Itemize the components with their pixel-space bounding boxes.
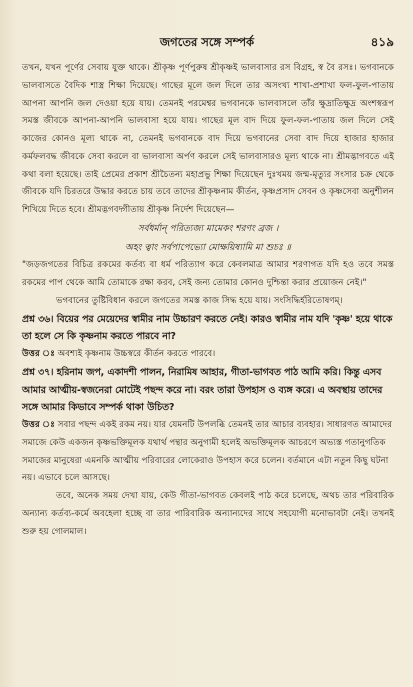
page-header (18, 34, 396, 52)
page-number: ৪১৯ (370, 35, 394, 49)
question-36-text: বিয়ের পর মেয়েদের স্বামীর নাম উচ্চারণ করতে নেই। কারও স্বামীর নাম যদি 'কৃষ্ণ' হয়ে থাকে তা হলে সে কি কৃষ্ণনাম করতে পারবে না? (22, 313, 393, 343)
gita-verse-line-1: সর্বধর্মান্ পরিত্যজ্য মামেকং শরণং ব্রজ । (137, 223, 279, 234)
question-36 (22, 311, 394, 347)
question-37-label: প্রশ্ন ৩৭। (22, 366, 54, 378)
verse-translation: "জড়জগতের বিচিত্র রকমের কর্তব্য বা ধর্ম পরিত্যাগ করে কেবলমাত্র আমার শরণাগত যদি হও তবে সমস্ত রকমের পাপ থেকে আমি তোমাকে রক্ষা করব, সেই জন্য তোমার কোনও দুশ্চিন্তা করার প্রয়োজন নেই।" (22, 260, 394, 288)
paragraph-family-conflict: তবে, অনেক সময় দেখা যায়, কেউ গীতা-ভাগবত কেবলই পাঠ করে চলেছে, অথচ তার পরিবারিক অন্যান্য কর্তব্য-কর্মে অবহেলা হচ্ছে বা তার পারিবারিক অন্যান্যদের সাথে সহযোগী মনোভাবটা নেই। তখনই শুরু হয় গোলমাল। (22, 491, 394, 537)
question-36-label: প্রশ্ন ৩৬। (22, 313, 54, 325)
question-37 (22, 364, 394, 417)
answer-37 (22, 417, 394, 488)
gita-verse-line-2: অহং ত্বাং সর্বপাপেভ্যো মোক্ষয়িষ্যামি মা শুচঃ ॥ (125, 242, 291, 253)
answer-37-text: সবার পছন্দ একই রকম নয়। যার যেমনটি উপলব্ধি তেমনই তার আচার ব্যবহার। সাধারণত আমাদের সমাজে কেউ একজন কৃষ্ণভক্তিমূলক যথার্থ পন্থার অনুগামী হলেই অভক্তিমূলক আচরণে অভ্যস্ত গতানুগতিক সমাজের মানুষেরা এমনকি আত্মীয় পরিবারের লোকেরাও উপহাস করে চলেন। বর্তমানে এটা নতুন কিছু ঘটনা নয়। এভাবে চলে আসছে। (22, 420, 392, 484)
question-37-text: হরিনাম জপ, একাদশী পালন, নিরামিষ আহার, গীতা-ভাগবত পাঠ আমি করি। কিন্তু এসব আমার আত্মীয়-স্বজনেরা মোটেই পছন্দ করে না। বরং তারা উপহাস ও ব্যঙ্গ করে। এ অবস্থায় তাদের সঙ্গে আমার কিভাবে সম্পর্ক থাকা উচিত? (22, 366, 383, 414)
running-title: জগতের সঙ্গে সম্পর্ক (159, 35, 255, 49)
answer-36-text: অবশ্যই কৃষ্ণনাম উচ্চস্বরে কীর্তন করতে পারবে। (57, 349, 216, 359)
answer-37-label: উত্তর ঃ (22, 420, 55, 430)
paragraph-satisfying-god: ভগবানের তুষ্টিবিধান করলে জগতের সমস্ত কাজ সিদ্ধ হয়ে যায়। সংসিদ্ধির্হরিতোষণম্। (56, 295, 343, 306)
answer-36-label: উত্তর ঃ (22, 349, 55, 359)
body-text (22, 60, 394, 541)
answer-36 (22, 346, 394, 364)
paragraph-love-of-god: তখন, যখন পূর্ণের সেবায় যুক্ত থাকে। শ্রীকৃষ্ণ পূর্ণপুরুষ শ্রীকৃষ্ণই ভালবাসার রস বিগ্রহ, স্ব বৈ রসঃ। ভগবানকে ভালবাসতে বৈদিক শাস্ত্র শিক্ষা দিয়েছে। গাছের মূলে জল দিলে তার অসংখ্য শাখা-প্রশাখা ফল-ফুল-পাতায় আপনা আপনি জল দেওয়া হয়ে যায়। তেমনই পরমেশ্বর ভগবানকে ভালবাসলে তাঁর ক্ষুদ্রাতিক্ষুদ্র অংশস্বরূপ সমস্ত জীবকে আপনা-আপনি ভালবাসা হয়ে যায়। গাছের মূল বাদ দিয়ে ফুল-ফল-পাতায় জল দিলে সেই কাজের কোনও মূল্য থাকে না, তেমনই ভগবানকে বাদ দিয়ে ভগবানের সেবা বাদ দিয়ে হাজার হাজার কর্মফলবদ্ধ জীবকে সেবা করলে বা ভালবাসা অর্পণ করলে সেই ভালবাসারও মূল্য থাকে না। শ্রীমদ্ভাগবতে এই কথা বলা হয়েছে। তাই প্রেমের প্রকাশ শ্রীচৈতন্য মহাপ্রভু শিক্ষা দিয়েছেন দুঃখময় জন্ম-মৃত্যুর সংসার চক্র থেকে জীবকে যদি চিরতরে উদ্ধার করতে চায় তবে তাদের শ্রীকৃষ্ণনাম কীর্তন, কৃষ্ণপ্রসাদ সেবন ও কৃষ্ণসেবা অনুশীলন শিখিয়ে দিতে হবে। শ্রীমদ্ভগবদ্গীতায় শ্রীকৃষ্ণ নির্দেশ দিয়েছেন— (22, 63, 394, 215)
